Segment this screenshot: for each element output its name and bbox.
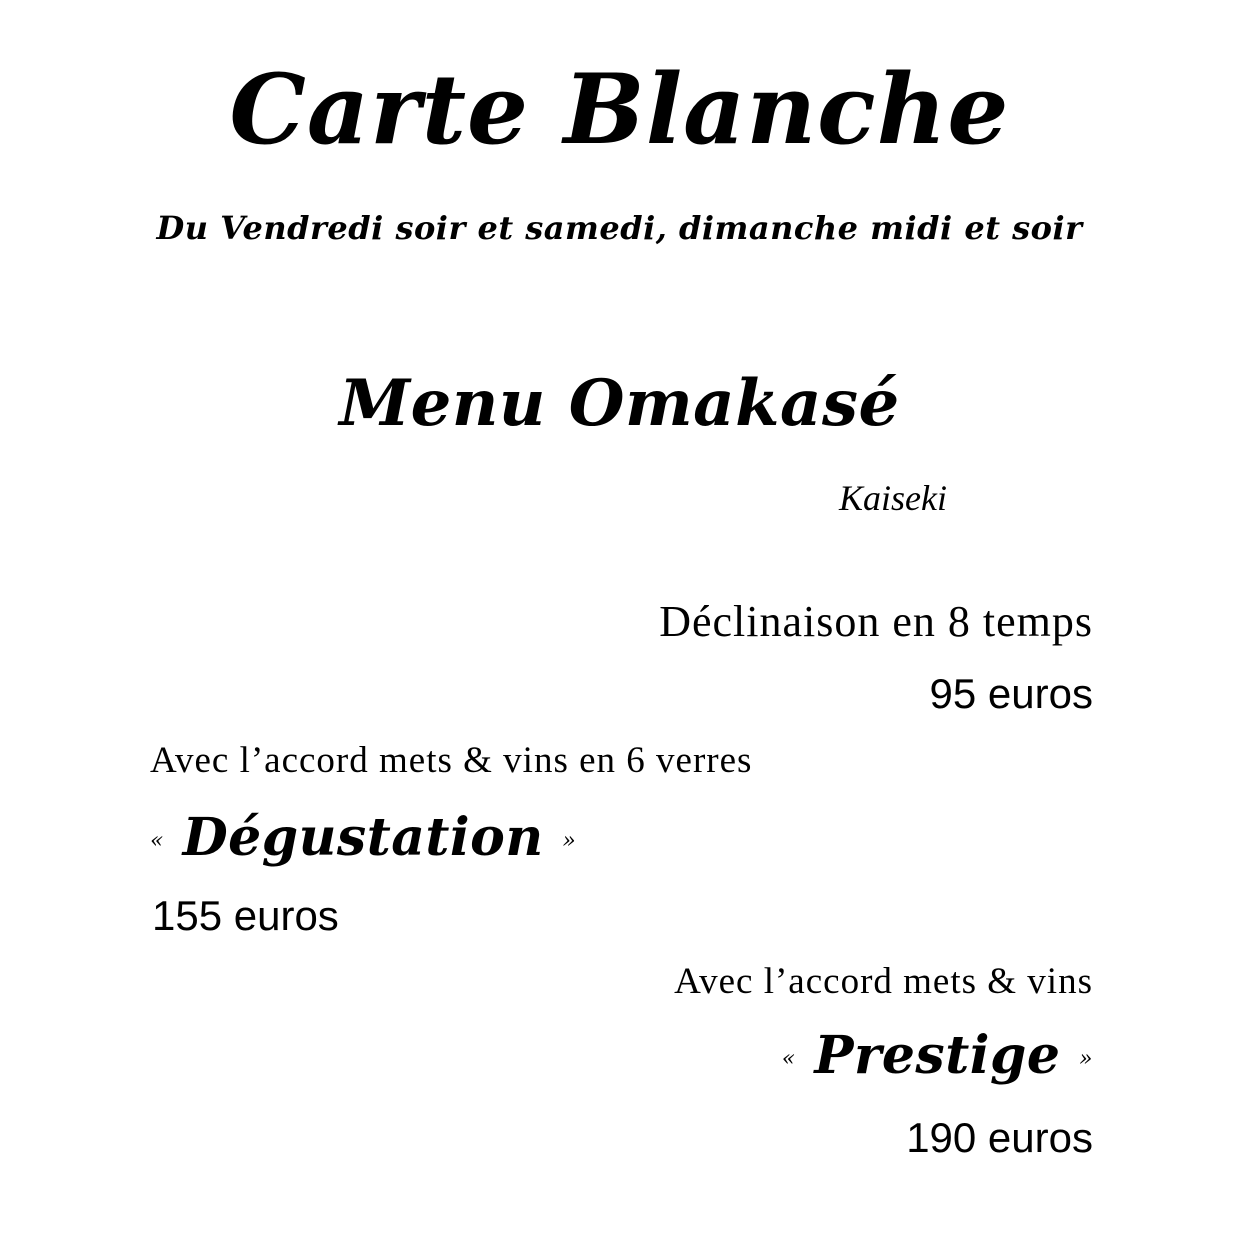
offer-degustation-price: 155 euros	[152, 892, 339, 939]
offer-declinaison-label: Déclinaison en 8 temps	[659, 597, 1093, 646]
close-quote: »	[1079, 1046, 1093, 1072]
offer-prestige-label: Avec l’accord mets & vins	[674, 961, 1093, 1002]
menu-heading: Menu Omakasé	[339, 366, 900, 441]
offer-prestige-price: 190 euros	[906, 1114, 1093, 1161]
menu-subheading: Kaiseki	[839, 478, 947, 518]
offer-degustation-label: Avec l’accord mets & vins en 6 verres	[150, 740, 753, 781]
page-subtitle: Du Vendredi soir et samedi, dimanche midi et soir	[156, 209, 1083, 247]
close-quote: »	[562, 828, 577, 854]
offer-declinaison-price: 95 euros	[929, 670, 1093, 717]
offer-degustation-name	[150, 807, 577, 868]
page-title: Carte Blanche	[229, 53, 1010, 166]
open-quote: «	[781, 1046, 796, 1072]
open-quote: «	[150, 828, 164, 854]
offer-degustation-title: Dégustation	[182, 807, 544, 868]
offer-prestige-name	[781, 1025, 1093, 1086]
offer-prestige-title: Prestige	[814, 1025, 1061, 1086]
